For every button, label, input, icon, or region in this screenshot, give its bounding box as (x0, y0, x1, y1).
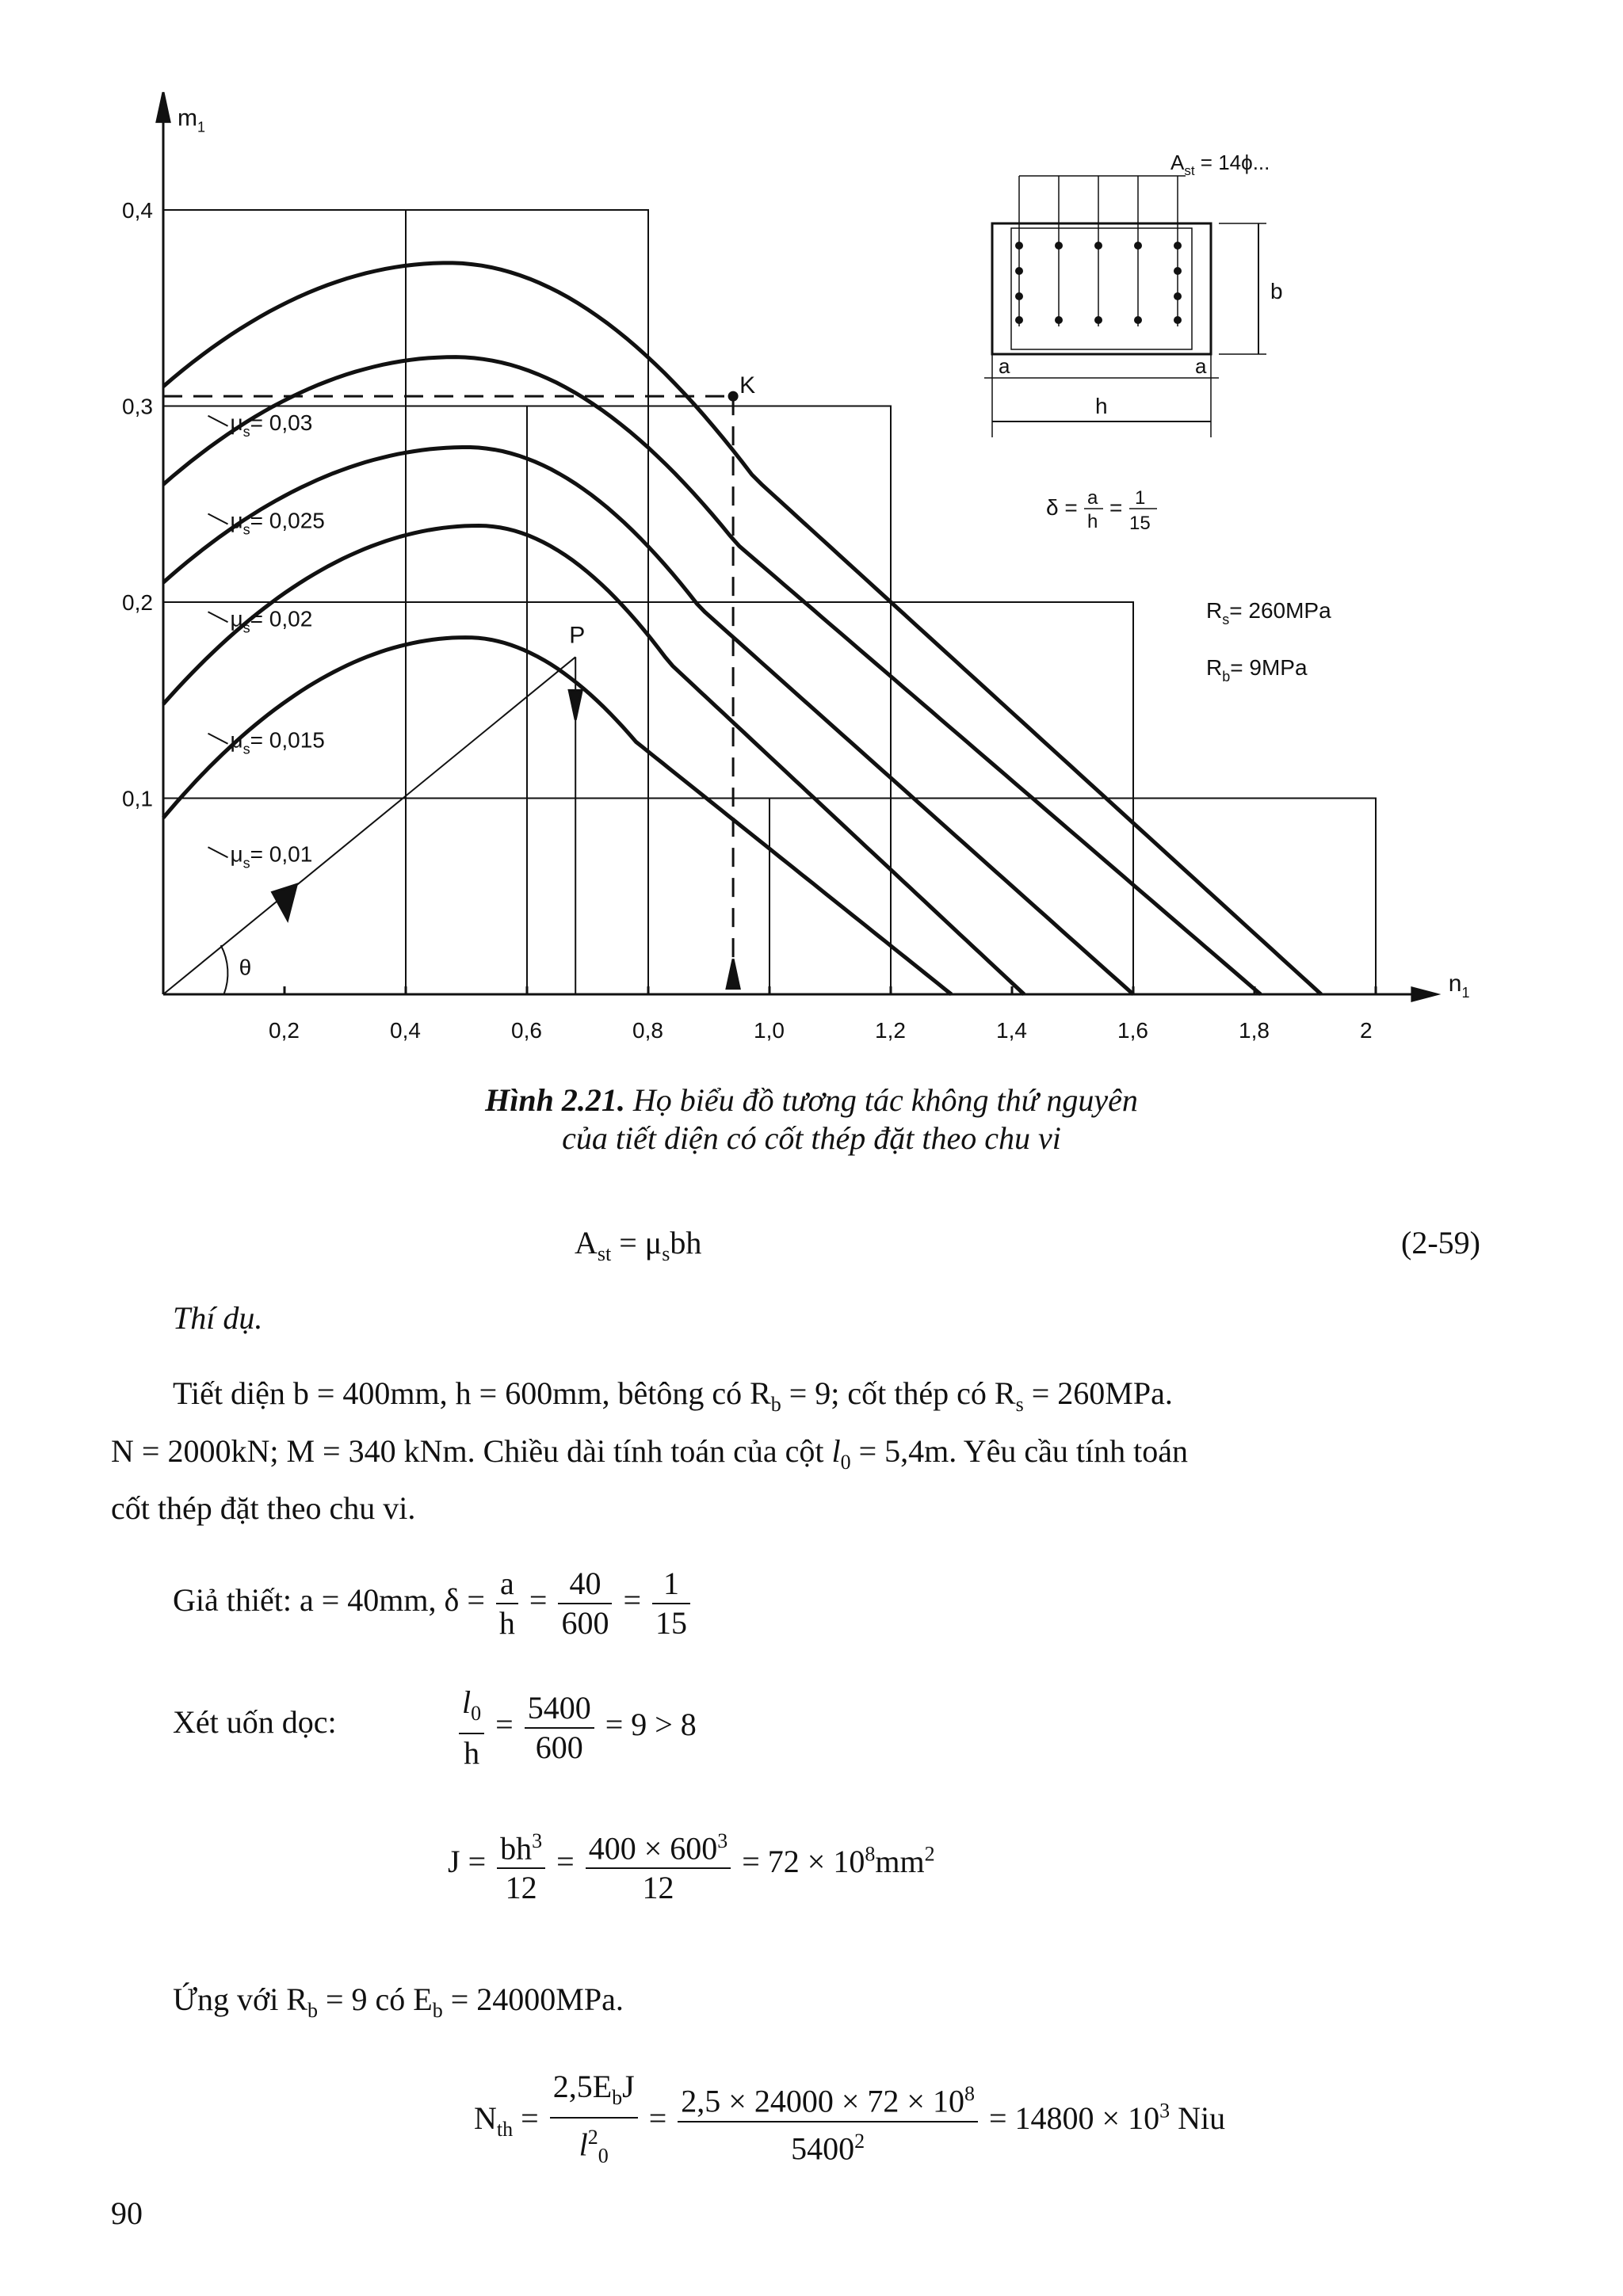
x-tick-label: 0,8 (632, 1018, 663, 1043)
eq-sign: = (648, 2100, 667, 2136)
rebar-dot (1174, 316, 1182, 324)
ast-rest: = 14ϕ... (1194, 151, 1270, 174)
sup: 3 (717, 1829, 728, 1852)
figure-caption (0, 1081, 1623, 1119)
buckling-equation (456, 1684, 697, 1772)
den (550, 2119, 638, 2175)
sup: 3 (532, 1829, 543, 1852)
buckling-label: Xét uốn dọc: (173, 1704, 337, 1740)
den: 12 (642, 1870, 674, 1906)
b-label: b (1270, 279, 1283, 303)
k-up-arrow (727, 959, 739, 988)
result-sup: 3 (1159, 2099, 1170, 2122)
k-point (729, 392, 737, 400)
t: 5400 (791, 2130, 855, 2166)
rs-sub: s (1222, 612, 1230, 627)
result: = 14800 × 10 (988, 2100, 1160, 2136)
eq-sign: = (623, 1582, 642, 1619)
rb-label: $R_b= 9MPa$ (1206, 655, 1308, 685)
x-tick-label: 1,2 (875, 1018, 906, 1043)
inertia-equation (448, 1822, 935, 1907)
frac-nth-1 (550, 2068, 638, 2175)
den (678, 2122, 978, 2168)
caption-line1: Họ biểu đồ tương tác không thứ nguyên (624, 1082, 1138, 1118)
frac-a-h (496, 1565, 518, 1642)
delta-eq: = (1109, 495, 1123, 520)
interaction-curve-3 (163, 526, 1024, 995)
unit-sup: 2 (924, 1842, 935, 1866)
equation-2-59 (575, 1224, 701, 1266)
mu-sub: s (242, 855, 250, 871)
p1-d: s (1015, 1393, 1024, 1416)
mu-sub: s (242, 423, 250, 440)
rs-label: $R_s= 260MPa$ (1206, 598, 1331, 627)
num (459, 1684, 484, 1734)
frac-bh3-12 (497, 1822, 545, 1907)
figure-caption-line2: của tiết diện có cốt thép đặt theo chu vi (562, 1120, 1061, 1156)
p-down-arrow (569, 690, 582, 719)
den: h (464, 1735, 480, 1771)
p1-e: = 260MPa. (1023, 1375, 1173, 1411)
result-sup: 8 (865, 1842, 876, 1866)
x-tick-label: 0,4 (390, 1018, 421, 1043)
mu-sub: s (242, 620, 250, 636)
y-axis-label: $m_1$ (178, 105, 206, 135)
p2-d: = 5,4m. Yêu cầu tính toán (850, 1433, 1189, 1469)
sup: 2 (854, 2129, 865, 2153)
p1-c: = 9; cốt thép có R (781, 1375, 1016, 1411)
lhs: N (474, 2100, 497, 2136)
rebar-dot (1015, 242, 1023, 250)
t2: J (622, 2069, 635, 2104)
diagram-axes (157, 93, 1437, 1001)
p2-b: l (831, 1433, 841, 1469)
tick-labels (122, 105, 1470, 1043)
m-b-sub: b (432, 1999, 443, 2022)
equation-number: (2-59) (1401, 1225, 1480, 1261)
num: 1 (652, 1565, 690, 1604)
curve-leader-2 (208, 612, 228, 622)
mu-sub: s (242, 741, 250, 757)
theta-arc (221, 945, 228, 994)
delta-lhs: δ = (1046, 495, 1078, 520)
rebar-dot (1015, 316, 1023, 324)
den: 600 (561, 1605, 609, 1641)
l: l (579, 2126, 588, 2163)
unit: mm (875, 1843, 925, 1879)
ast-sub: st (1184, 163, 1195, 178)
curve-label-0: $\mu_s= 0,03$ (230, 410, 313, 440)
mu-value: = 0,01 (250, 841, 313, 867)
eq-lhs-sub: st (597, 1242, 612, 1265)
p1-a: Tiết diện b = 400mm, h = 600mm, bêtông có R (173, 1375, 771, 1411)
page-number: 90 (111, 2195, 143, 2231)
frac-l0-h (459, 1684, 484, 1772)
frac-40-600 (558, 1565, 612, 1642)
num: 40 (558, 1565, 612, 1604)
den: 600 (535, 1730, 583, 1765)
den: 12 (505, 1870, 537, 1906)
curve-leader-4 (208, 847, 228, 857)
y-axis-arrow (157, 93, 170, 122)
y-tick-label: 0,3 (122, 394, 153, 419)
result: = 9 > 8 (605, 1707, 697, 1743)
rebar-dot (1174, 242, 1182, 250)
num (497, 1822, 545, 1869)
frac-nth-2 (678, 2075, 978, 2168)
sub: 0 (471, 1702, 482, 1725)
result: = 72 × 10 (742, 1843, 865, 1879)
nth-equation (474, 2068, 1225, 2175)
mu-value: = 0,02 (250, 606, 313, 631)
h-label: h (1095, 394, 1108, 418)
a-left-label: a (999, 354, 1010, 378)
y-tick-label: 0,4 (122, 198, 153, 223)
rebar-dot (1055, 316, 1063, 324)
sub: b (612, 2086, 623, 2109)
num (678, 2075, 978, 2122)
rebar-dot (1134, 316, 1142, 324)
rebar-dot (1094, 242, 1102, 250)
sub: 0 (598, 2144, 609, 2168)
caption-number: Hình 2.21. (485, 1082, 625, 1118)
rs-rest: = 260MPa (1229, 598, 1331, 623)
assume-text: Giả thiết: a = 40mm, δ = (173, 1582, 485, 1619)
x-axis-sub: 1 (1461, 985, 1470, 1001)
rb-sub: b (1222, 669, 1231, 685)
curve-label-1: $\mu_s= 0,025$ (230, 508, 325, 538)
rebar-dot (1055, 242, 1063, 250)
lhs-sub: th (496, 2117, 514, 2141)
p2-a: N = 2000kN; M = 340 kNm. Chiều dài tính toán của cột (111, 1433, 832, 1469)
x-tick-label: 1,8 (1239, 1018, 1270, 1043)
paragraph-line1 (173, 1375, 1173, 1417)
modulus-line (173, 1981, 624, 2023)
sup: 8 (964, 2082, 975, 2106)
paragraph-line3: cốt thép đặt theo chu vi. (111, 1490, 416, 1526)
y-tick-label: 0,2 (122, 590, 153, 615)
num: 5400 (525, 1689, 594, 1729)
rebar-dot (1094, 316, 1102, 324)
unit: Niu (1170, 2100, 1226, 2136)
p2-c: 0 (840, 1451, 851, 1474)
frac-1-15 (652, 1565, 690, 1642)
delta-num-a: a (1087, 487, 1098, 509)
curve-leader-0 (208, 416, 228, 426)
eq-lhs: A (575, 1225, 598, 1261)
m-b: = 9 có E (317, 1981, 433, 2017)
eq-sign: = (521, 2100, 539, 2136)
eq-sign: = (529, 1582, 548, 1619)
delta-den-15: 15 (1129, 513, 1151, 534)
cross-section-sketch (984, 151, 1331, 685)
p-label: P (569, 622, 586, 649)
x-tick-label: 0,2 (269, 1018, 300, 1043)
x-axis-arrow (1412, 988, 1437, 1001)
y-axis-sub: 1 (197, 119, 206, 135)
m-a: Ứng với R (173, 1981, 307, 2017)
eq-sign: = (556, 1843, 575, 1879)
rebar-dot (1174, 267, 1182, 275)
sup: 2 (587, 2126, 598, 2149)
m-c: = 24000MPa. (442, 1981, 624, 2017)
a-right-label: a (1195, 354, 1207, 378)
x-axis-label: $n_1$ (1448, 971, 1470, 1001)
frac-5400-600 (525, 1689, 594, 1767)
eq-rhs-sub: s (662, 1242, 670, 1265)
p1-b: b (770, 1393, 781, 1416)
assumption-equation (173, 1565, 693, 1642)
t: 400 × 600 (588, 1830, 718, 1867)
delta-num-1: 1 (1135, 487, 1146, 509)
t: bh (500, 1830, 533, 1867)
interaction-diagram (0, 0, 1623, 1077)
x-tick-label: 1,4 (996, 1018, 1027, 1043)
lhs: J = (448, 1843, 487, 1879)
curve-label-4: $\mu_s= 0,01$ (230, 841, 313, 871)
x-tick-label: 2 (1360, 1018, 1373, 1043)
mu-sub: s (242, 521, 250, 538)
m-a-sub: b (307, 1999, 318, 2022)
frac-400x600-12 (586, 1822, 731, 1907)
rebar-dot (1015, 267, 1023, 275)
num (586, 1822, 731, 1869)
curve-label-2: $\mu_s= 0,02$ (230, 606, 313, 636)
rb-rest: = 9MPa (1230, 655, 1308, 680)
theta-label: θ (239, 955, 252, 980)
eq-rhs-end: bh (670, 1225, 702, 1261)
eq-sign: = (495, 1707, 514, 1743)
example-heading: Thí dụ. (173, 1300, 263, 1336)
x-tick-label: 1,0 (754, 1018, 785, 1043)
curve-label-3: $\mu_s= 0,015$ (230, 727, 325, 757)
t: 2,5 × 24000 × 72 × 10 (681, 2083, 964, 2119)
num (550, 2068, 638, 2119)
ast-label: $A_{st} = 14\phi$... (1170, 151, 1270, 178)
delta-den-h: h (1087, 511, 1098, 532)
t: 2,5E (552, 2069, 613, 2104)
p-ray (163, 657, 575, 994)
mu-value: = 0,015 (250, 727, 325, 753)
curve-leader-3 (208, 734, 228, 744)
mu-value: = 0,025 (250, 508, 325, 533)
curve-leader-1 (208, 514, 228, 524)
paragraph-line2 (111, 1432, 1188, 1474)
l: l (462, 1684, 472, 1720)
y-tick-label: 0,1 (122, 786, 153, 811)
eq-rhs: = μ (611, 1225, 663, 1261)
x-tick-label: 1,6 (1117, 1018, 1148, 1043)
den: h (498, 1605, 515, 1641)
mu-value: = 0,03 (250, 410, 313, 435)
num: a (496, 1565, 518, 1604)
rebar-dot (1174, 292, 1182, 300)
x-tick-label: 0,6 (511, 1018, 542, 1043)
k-label: K (739, 372, 756, 399)
rebar-dot (1134, 242, 1142, 250)
rebar-dot (1015, 292, 1023, 300)
den: 15 (655, 1605, 688, 1641)
